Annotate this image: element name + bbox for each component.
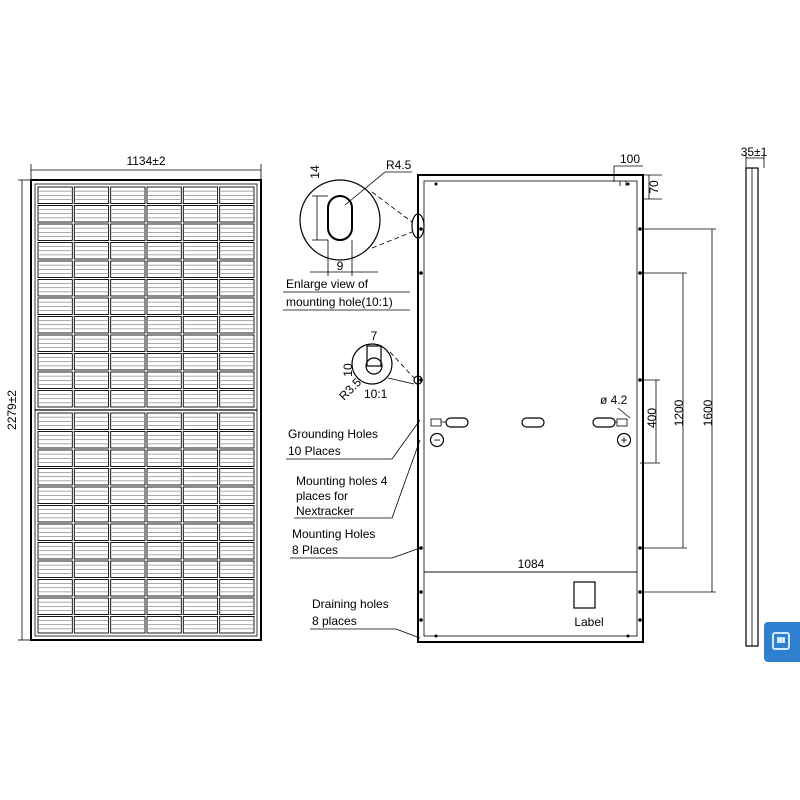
mounting-radius-label: R4.5 [386,158,412,172]
front-height-dim: 2279±2 [5,390,19,430]
connector-slot-right [593,418,615,427]
callout-mounting-2: 8 Places [292,543,339,557]
mounting-hole-detail [283,158,424,310]
callouts [286,420,420,638]
grounding-width-dim: 7 [370,329,378,343]
dim-1600: 1600 [701,399,715,427]
callout-nextracker-2: places for [296,489,349,503]
connector-slot-left [446,418,468,427]
left-edge-holes [419,227,423,622]
mounting-height-dim: 14 [308,165,322,179]
front-view [5,154,261,640]
grounding-hole-detail [336,329,422,403]
center-slot [522,418,544,427]
grounding-slot [367,346,381,366]
callout-draining-2: 8 places [312,614,357,628]
callout-grounding-2: 10 Places [288,444,341,458]
right-edge-holes [638,227,642,622]
connector-plus [617,419,627,426]
mounting-caption-1: Enlarge view of [286,277,369,291]
label-plate [574,582,595,608]
grounding-scale: 10:1 [364,387,388,401]
dim-1084: 1084 [517,557,545,571]
dim-70: 70 [647,180,661,194]
label-text: Label [574,615,604,629]
callout-grounding-1: Grounding Holes [288,427,379,441]
dim-100: 100 [619,152,641,166]
back-view [418,152,716,642]
plus-symbol: + [620,433,628,447]
side-view [741,145,768,646]
minus-symbol: − [433,433,441,447]
connector-minus [431,419,441,426]
callout-nextracker-1: Mounting holes 4 [296,474,388,488]
mounting-width-dim: 9 [336,259,344,273]
grounding-radius-label: R3.5 [336,375,365,404]
dim-1200: 1200 [672,399,686,427]
callout-mounting-1: Mounting Holes [292,527,376,541]
front-width-dim: 1134±2 [126,154,166,168]
side-thickness-dim: 35±1 [740,145,768,159]
app-glyph-icon [772,632,790,650]
dim-400: 400 [645,407,659,429]
app-badge-icon[interactable] [764,622,800,662]
callout-draining-1: Draining holes [312,597,389,611]
callout-nextracker-3: Nextracker [296,504,355,518]
mounting-caption-2: mounting hole(10:1) [286,295,393,309]
junction-box-row [431,418,631,447]
grounding-height-dim: 10 [341,363,355,377]
hole-diameter: ø 4.2 [600,393,628,407]
